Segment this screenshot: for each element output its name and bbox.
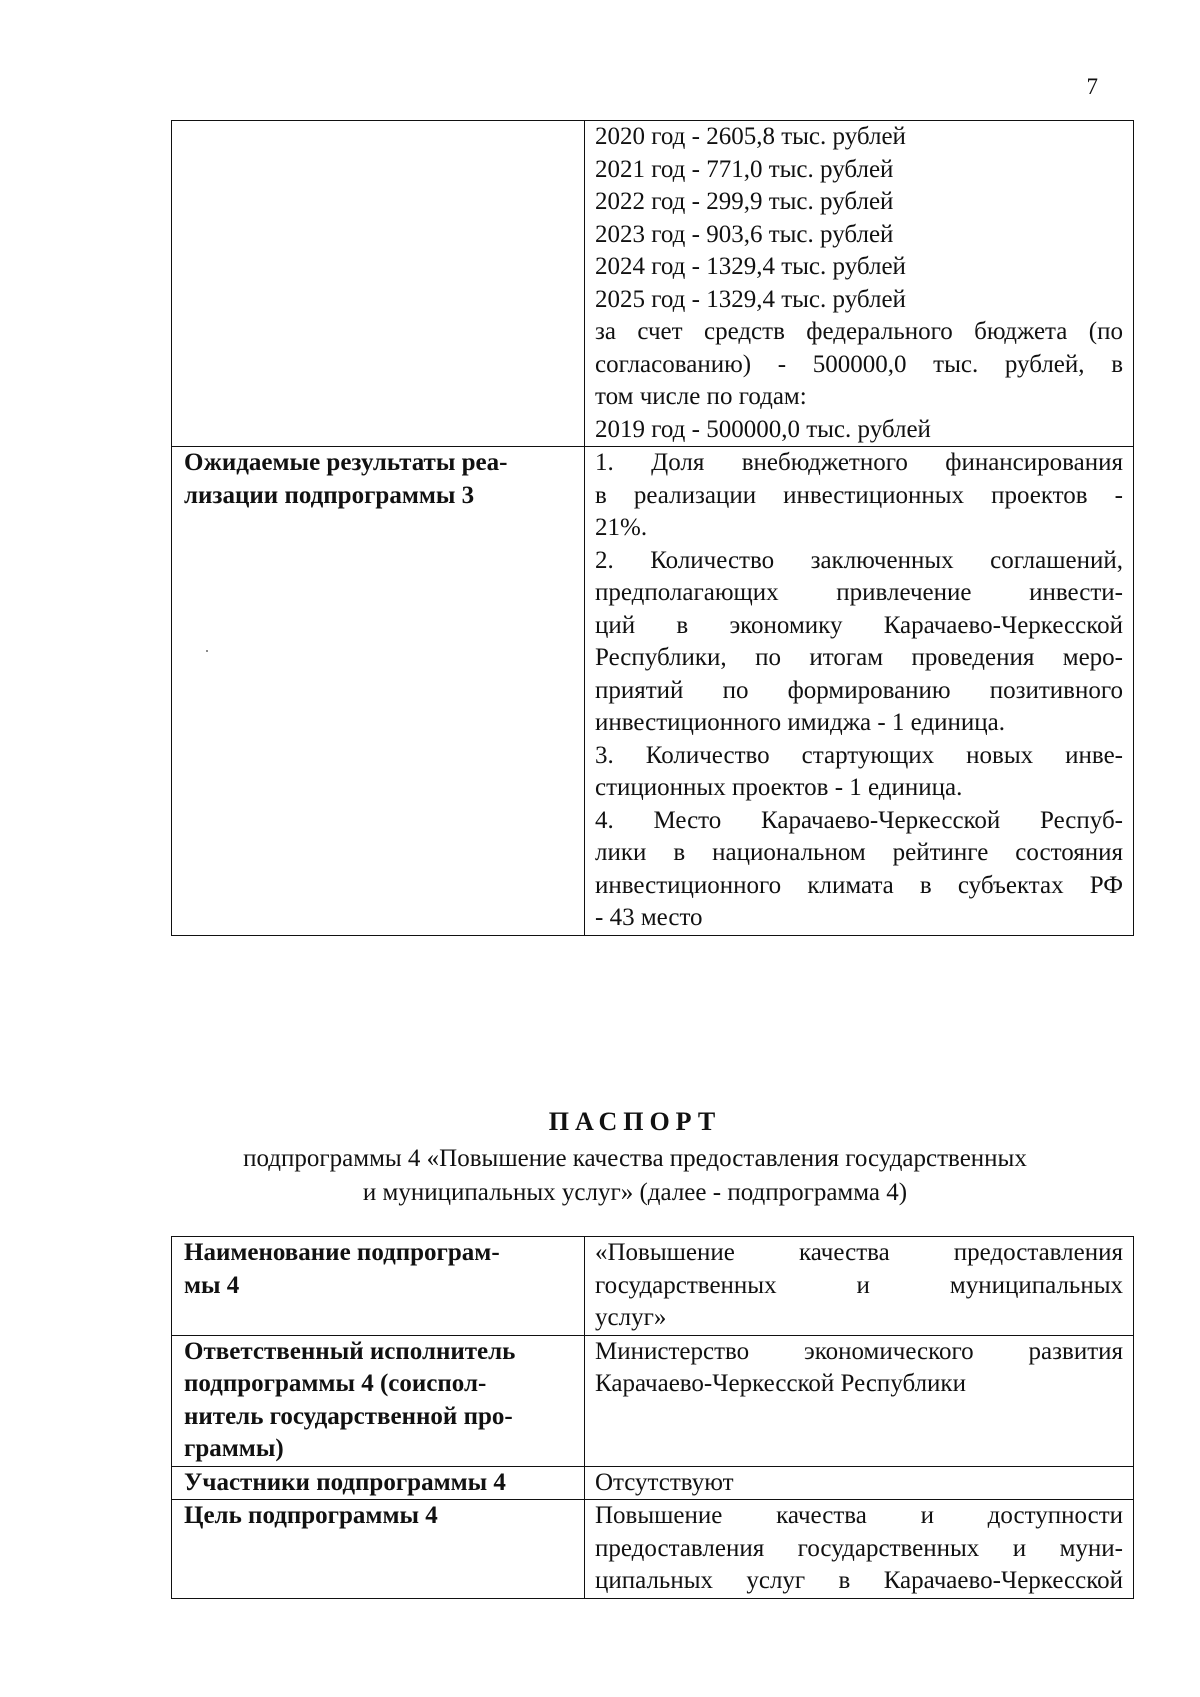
result-line: ций в экономику Карачаево-Черкесской: [595, 611, 1123, 639]
result-line: - 43 место: [595, 904, 703, 931]
subprogram-3-table: [171, 120, 1134, 936]
goal-label: Цель подпрограммы 4: [172, 1500, 585, 1599]
result-line: инвестиционного климата в субъектах РФ: [595, 871, 1123, 899]
result-line: приятий по формированию позитивного: [595, 676, 1123, 704]
passport-title: ПАСПОРТ: [548, 1107, 722, 1136]
responsible-executor-label: Ответственный исполнитель подпрограммы 4 (соиспол- нитель государственной про- граммы): [172, 1335, 585, 1466]
funding-line: 2021 год - 771,0 тыс. рублей: [595, 155, 894, 183]
result-line: лики в национальном рейтинге состояния: [595, 839, 1123, 866]
result-line: предполагающих привлечение инвести-: [595, 579, 1123, 606]
name-value: «Повышение качества предоставления государственных и муниципальных услуг»: [585, 1237, 1134, 1336]
table-row: [172, 1466, 1134, 1500]
expected-results-label: Ожидаемые результаты реа- лизации подпрограммы 3: [172, 447, 585, 936]
funding-line: 2025 год - 1329,4 тыс. рублей: [595, 285, 906, 313]
table-row: [172, 1335, 1134, 1466]
funding-label-cell: [172, 121, 585, 447]
funding-line: 2024 год - 1329,4 тыс. рублей: [595, 253, 906, 280]
result-line: 2. Количество заключенных соглашений,: [595, 546, 1123, 574]
funding-row: [172, 121, 1134, 447]
participants-value: Отсутствуют: [585, 1466, 1134, 1500]
passport-subtitle: [0, 1142, 1200, 1210]
name-label: Наименование подпрограм- мы 4: [172, 1237, 585, 1336]
subprogram-4-passport-table: [171, 1236, 1134, 1599]
federal-funding-line: согласованию) - 500000,0 тыс. рублей, в: [595, 350, 1123, 378]
result-line: 1. Доля внебюджетного финансирования: [595, 449, 1123, 476]
expected-results-row: [172, 447, 1134, 936]
result-line: 4. Место Карачаево-Черкесской Респуб-: [595, 806, 1123, 834]
scan-speck: [206, 650, 208, 652]
page-number: 7: [1086, 74, 1098, 99]
funding-line: 2022 год - 299,9 тыс. рублей: [595, 188, 894, 215]
table-row: [172, 1237, 1134, 1336]
result-line: в реализации инвестиционных проектов -: [595, 481, 1123, 509]
funding-line: 2020 год - 2605,8 тыс. рублей: [595, 123, 906, 150]
federal-funding-line: 2019 год - 500000,0 тыс. рублей: [595, 415, 931, 443]
funding-line: 2023 год - 903,6 тыс. рублей: [595, 220, 894, 248]
result-line: Республики, по итогам проведения меро-: [595, 644, 1123, 671]
passport-subtitle-line: подпрограммы 4 «Повышение качества предоставления государственных: [243, 1145, 1027, 1172]
federal-funding-line: том числе по годам:: [595, 383, 807, 410]
participants-label: Участники подпрограммы 4: [172, 1466, 585, 1500]
result-line: 3. Количество стартующих новых инве-: [595, 741, 1123, 769]
result-line: стиционных проектов - 1 единица.: [595, 774, 963, 801]
passport-subtitle-line: и муниципальных услуг» (далее - подпрограмма 4): [362, 1179, 908, 1206]
expected-results-value: [585, 447, 1134, 936]
federal-funding-line: за счет средств федерального бюджета (по: [595, 318, 1123, 345]
result-line: 21%.: [595, 514, 648, 541]
responsible-executor-value: Министерство экономического развития Карачаево-Черкесской Республики: [585, 1335, 1134, 1466]
funding-value-cell: [585, 121, 1134, 447]
goal-value: Повышение качества и доступности предоставления государственных и муни- ципальных услуг в Карачаево-Черкесской: [585, 1500, 1134, 1599]
result-line: инвестиционного имиджа - 1 единица.: [595, 709, 1006, 736]
table-row: [172, 1500, 1134, 1599]
